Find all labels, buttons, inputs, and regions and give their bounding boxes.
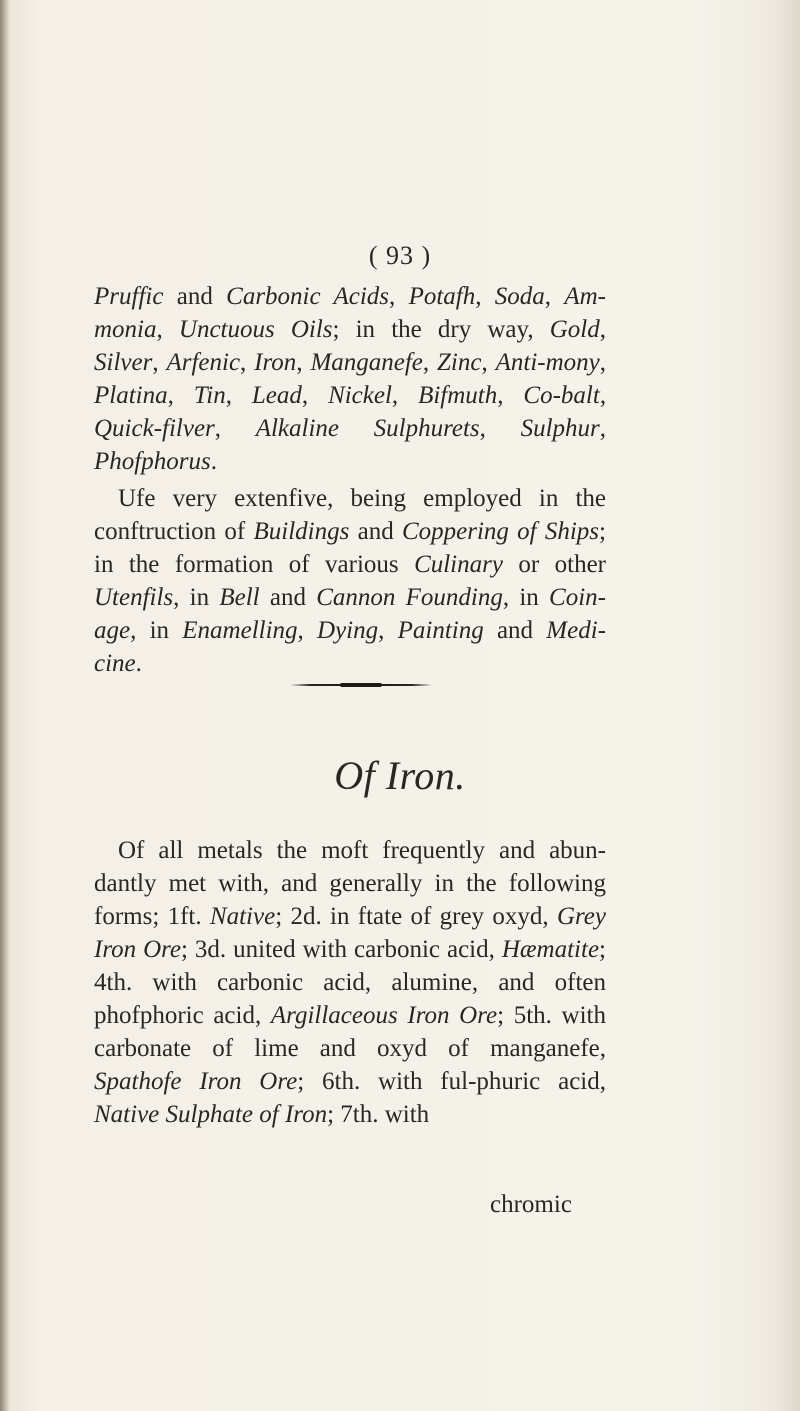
text-run: ; in the formation of various <box>94 518 606 578</box>
text-run: , <box>599 415 607 442</box>
text-run: , <box>422 349 438 376</box>
italic-term: Utenfils <box>94 584 174 611</box>
text-run: , <box>481 349 496 376</box>
text-run: , <box>391 382 419 409</box>
text-run: Of all metals the moft frequently and abun-dantly met with, and generally in the following forms; 1ft. <box>94 837 606 930</box>
italic-term: Hæmatite <box>501 936 600 963</box>
page-edge-stain <box>774 0 800 1411</box>
text-run: , <box>389 283 409 310</box>
italic-term: Silver <box>94 349 153 376</box>
text-run: ; 6th. with ful-phuric acid, <box>297 1068 606 1095</box>
binding-shadow <box>0 0 10 1411</box>
text-run: , in <box>130 617 183 644</box>
text-run: , <box>599 349 606 376</box>
italic-term: Pruffic <box>94 283 164 310</box>
text-run: , <box>475 283 495 310</box>
paragraph-substances-list <box>94 280 606 478</box>
italic-term: Arfenic <box>166 349 241 376</box>
italic-term: Native Sulphate of Iron <box>94 1101 328 1128</box>
text-run: , <box>301 382 329 409</box>
text-run: ; in the dry way, <box>332 316 550 343</box>
page-number: ( 93 ) <box>368 241 432 270</box>
italic-term: Buildings <box>253 518 350 545</box>
italic-term: Zinc <box>437 349 482 376</box>
italic-term: Manganefe <box>310 349 423 376</box>
italic-term: Painting <box>397 617 484 644</box>
text-run: ; 4th. with carbonic acid, alumine, and often phofphoric acid, <box>94 936 606 1029</box>
italic-term: Dying <box>317 617 379 644</box>
italic-term: Coppering of Ships <box>401 518 600 545</box>
italic-term: Anti-mony <box>495 349 600 376</box>
text-run: Ufe very extenfive, being employed in the conftruction of <box>94 485 606 545</box>
italic-term: Soda <box>494 283 545 310</box>
italic-term: Gold <box>549 316 600 343</box>
text-run: , <box>152 349 167 376</box>
text-run: ; 5th. with carbonate of lime and oxyd of manganefe, <box>94 1002 606 1062</box>
text-run: , <box>599 316 606 343</box>
italic-term: Alkaline Sulphurets <box>255 415 480 442</box>
italic-term: Phofphorus <box>94 448 211 475</box>
italic-term: Unctuous Oils <box>178 316 333 343</box>
text-run: or other <box>502 551 606 578</box>
italic-term: Native <box>209 903 276 930</box>
text-run: and <box>349 518 402 545</box>
italic-term: Tin <box>193 382 226 409</box>
text-run: and <box>163 283 227 310</box>
italic-term: Cannon Founding <box>316 584 503 611</box>
text-run: , <box>225 382 252 409</box>
section-heading: Of Iron. <box>334 753 466 798</box>
italic-term: Spathofe Iron Ore <box>94 1068 298 1095</box>
text-run: , <box>378 617 398 644</box>
text-run: , <box>156 316 179 343</box>
text-run: , <box>297 617 318 644</box>
italic-term: Sulphur <box>520 415 600 442</box>
text-run: . <box>135 650 142 677</box>
text-run: , <box>214 415 256 442</box>
text-run: , in <box>502 584 550 611</box>
paragraph-of-iron <box>94 834 606 1131</box>
italic-term: Bifmuth <box>418 382 498 409</box>
italic-term: Platina <box>94 382 168 409</box>
text-run: ; 3d. united with carbonic acid, <box>181 936 502 963</box>
italic-term: Grey Iron Ore <box>94 903 606 963</box>
text-run: ; 7th. with <box>327 1101 430 1128</box>
text-run: , in <box>173 584 220 611</box>
text-run: ; 2d. in ftate of grey oxyd, <box>275 903 557 930</box>
italic-term: Nickel <box>328 382 392 409</box>
italic-term: Co-balt <box>523 382 600 409</box>
italic-term: Medi-cine <box>94 617 606 677</box>
paragraph-uses <box>94 482 606 680</box>
italic-term: Iron <box>254 349 297 376</box>
text-run: , <box>296 349 311 376</box>
text-run: and <box>259 584 317 611</box>
italic-term: Quick-filver <box>94 415 215 442</box>
italic-term: Bell <box>219 584 260 611</box>
text-run: , <box>167 382 194 409</box>
italic-term: Am-monia <box>94 283 607 343</box>
text-run: . <box>210 448 217 475</box>
italic-term: Argillaceous Iron Ore <box>270 1002 498 1029</box>
catchword: chromic <box>490 1191 572 1218</box>
italic-term: Coin-age <box>94 584 606 644</box>
text-run: , <box>497 382 524 409</box>
text-run: , <box>544 283 565 310</box>
italic-term: Enamelling <box>182 617 298 644</box>
italic-term: Culinary <box>414 551 503 578</box>
italic-term: Potafh <box>408 283 476 310</box>
italic-term: Lead <box>251 382 302 409</box>
text-run: , <box>599 382 607 409</box>
text-run: , <box>479 415 521 442</box>
text-run: , <box>240 349 255 376</box>
italic-term: Carbonic Acids <box>226 283 389 310</box>
section-divider-rule <box>290 684 432 686</box>
text-run: and <box>483 617 547 644</box>
